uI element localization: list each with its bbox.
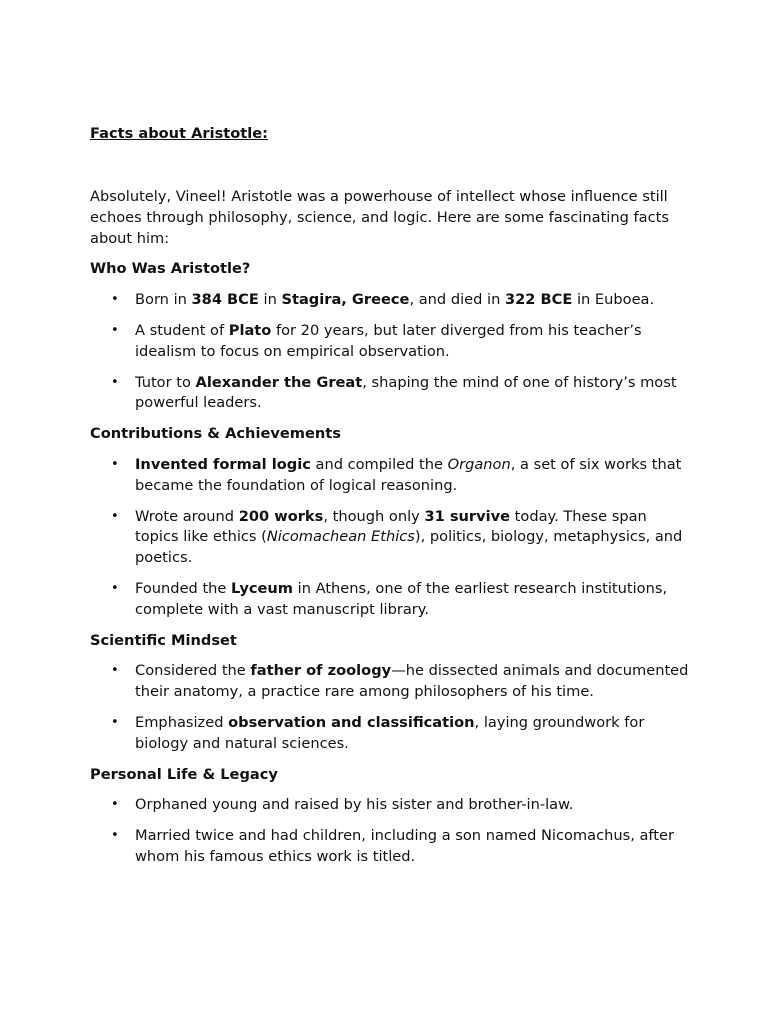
bold-text: 200 works [238, 507, 324, 525]
text-run: Born in [135, 291, 192, 309]
bullet-list [90, 455, 690, 621]
text-run: in Euboea. [572, 291, 655, 309]
list-item [90, 321, 690, 363]
text-run: in [258, 291, 282, 309]
bullet-list [90, 795, 690, 867]
text-run: —he dissected animals and documented their anatomy, a practice rare among philosophers of his time. [135, 662, 689, 701]
list-item [90, 455, 690, 497]
document-content [90, 125, 690, 878]
text-run: ), politics, biology, metaphysics, and poetics. [135, 528, 683, 567]
bullet-list [90, 661, 690, 754]
text-run: for 20 years, but later diverged from his teacher’s idealism to focus on empirical observation. [135, 321, 642, 360]
intro-paragraph: Absolutely, Vineel! Aristotle was a powerhouse of intellect whose influence still echoes through philosophy, science, and logic. Here are some fascinating facts about him: [90, 188, 669, 247]
bullet-icon: • [111, 456, 119, 472]
bullet-icon: • [111, 663, 119, 679]
text-run: Wrote around [135, 507, 239, 525]
bold-text: 322 BCE [504, 291, 573, 309]
text-run: Tutor to [135, 373, 196, 391]
section-heading: Who Was Aristotle? [90, 260, 251, 278]
bold-text: Invented formal logic [135, 455, 311, 473]
list-item [90, 826, 690, 868]
text-run: in Athens, one of the earliest research institutions, complete with a vast manuscript library. [135, 579, 668, 618]
list-item [90, 661, 690, 703]
text-run: Emphasized [135, 713, 229, 731]
text-run: A student of [135, 321, 229, 339]
bullet-list [90, 290, 690, 414]
text-run: Founded the [135, 579, 232, 597]
italic-text: Organon [447, 455, 511, 473]
section-heading: Contributions & Achievements [90, 425, 341, 443]
italic-text: Nicomachean Ethics [266, 528, 415, 546]
list-item [90, 373, 690, 415]
bold-text: 31 survive [424, 507, 511, 525]
text-run: Married twice and had children, including a son named Nicomachus, after whom his famous ethics work is titled. [135, 827, 674, 865]
text-run: Orphaned young and raised by his sister and brother-in-law. [135, 796, 574, 814]
list-item [90, 795, 690, 816]
text-run: , laying groundwork for biology and natural sciences. [135, 713, 645, 752]
text-run: and compiled the [310, 455, 448, 473]
bullet-icon: • [111, 828, 119, 844]
list-item [90, 290, 690, 311]
list-item [90, 579, 690, 621]
bold-text: father of zoology [250, 662, 392, 680]
text-run: , shaping the mind of one of history’s most powerful leaders. [135, 373, 677, 412]
document-title: Facts about Aristotle: [90, 125, 269, 142]
bullet-icon: • [111, 797, 119, 813]
section-heading: Scientific Mindset [90, 631, 237, 649]
bullet-icon: • [111, 292, 119, 308]
text-run: , and died in [409, 291, 505, 309]
text-run: Considered the [135, 662, 251, 680]
bold-text: Alexander the Great [195, 373, 363, 391]
text-run: , a set of six works that became the foundation of logical reasoning. [135, 455, 682, 494]
bullet-icon: • [111, 714, 119, 730]
bullet-icon: • [111, 374, 119, 390]
list-item [90, 507, 690, 569]
list-item [90, 713, 690, 755]
bullet-icon: • [111, 322, 119, 338]
bold-text: observation and classification [228, 713, 475, 731]
sections-container [90, 259, 690, 867]
bullet-icon: • [111, 508, 119, 524]
text-run: , though only [323, 507, 425, 525]
bold-text: Plato [228, 321, 272, 339]
bullet-icon: • [111, 580, 119, 596]
bold-text: Lyceum [231, 579, 294, 597]
bold-text: 384 BCE [191, 291, 259, 309]
section-heading: Personal Life & Legacy [90, 765, 278, 783]
bold-text: Stagira, Greece [281, 291, 410, 309]
text-run: today. These span topics like ethics ( [135, 507, 647, 546]
